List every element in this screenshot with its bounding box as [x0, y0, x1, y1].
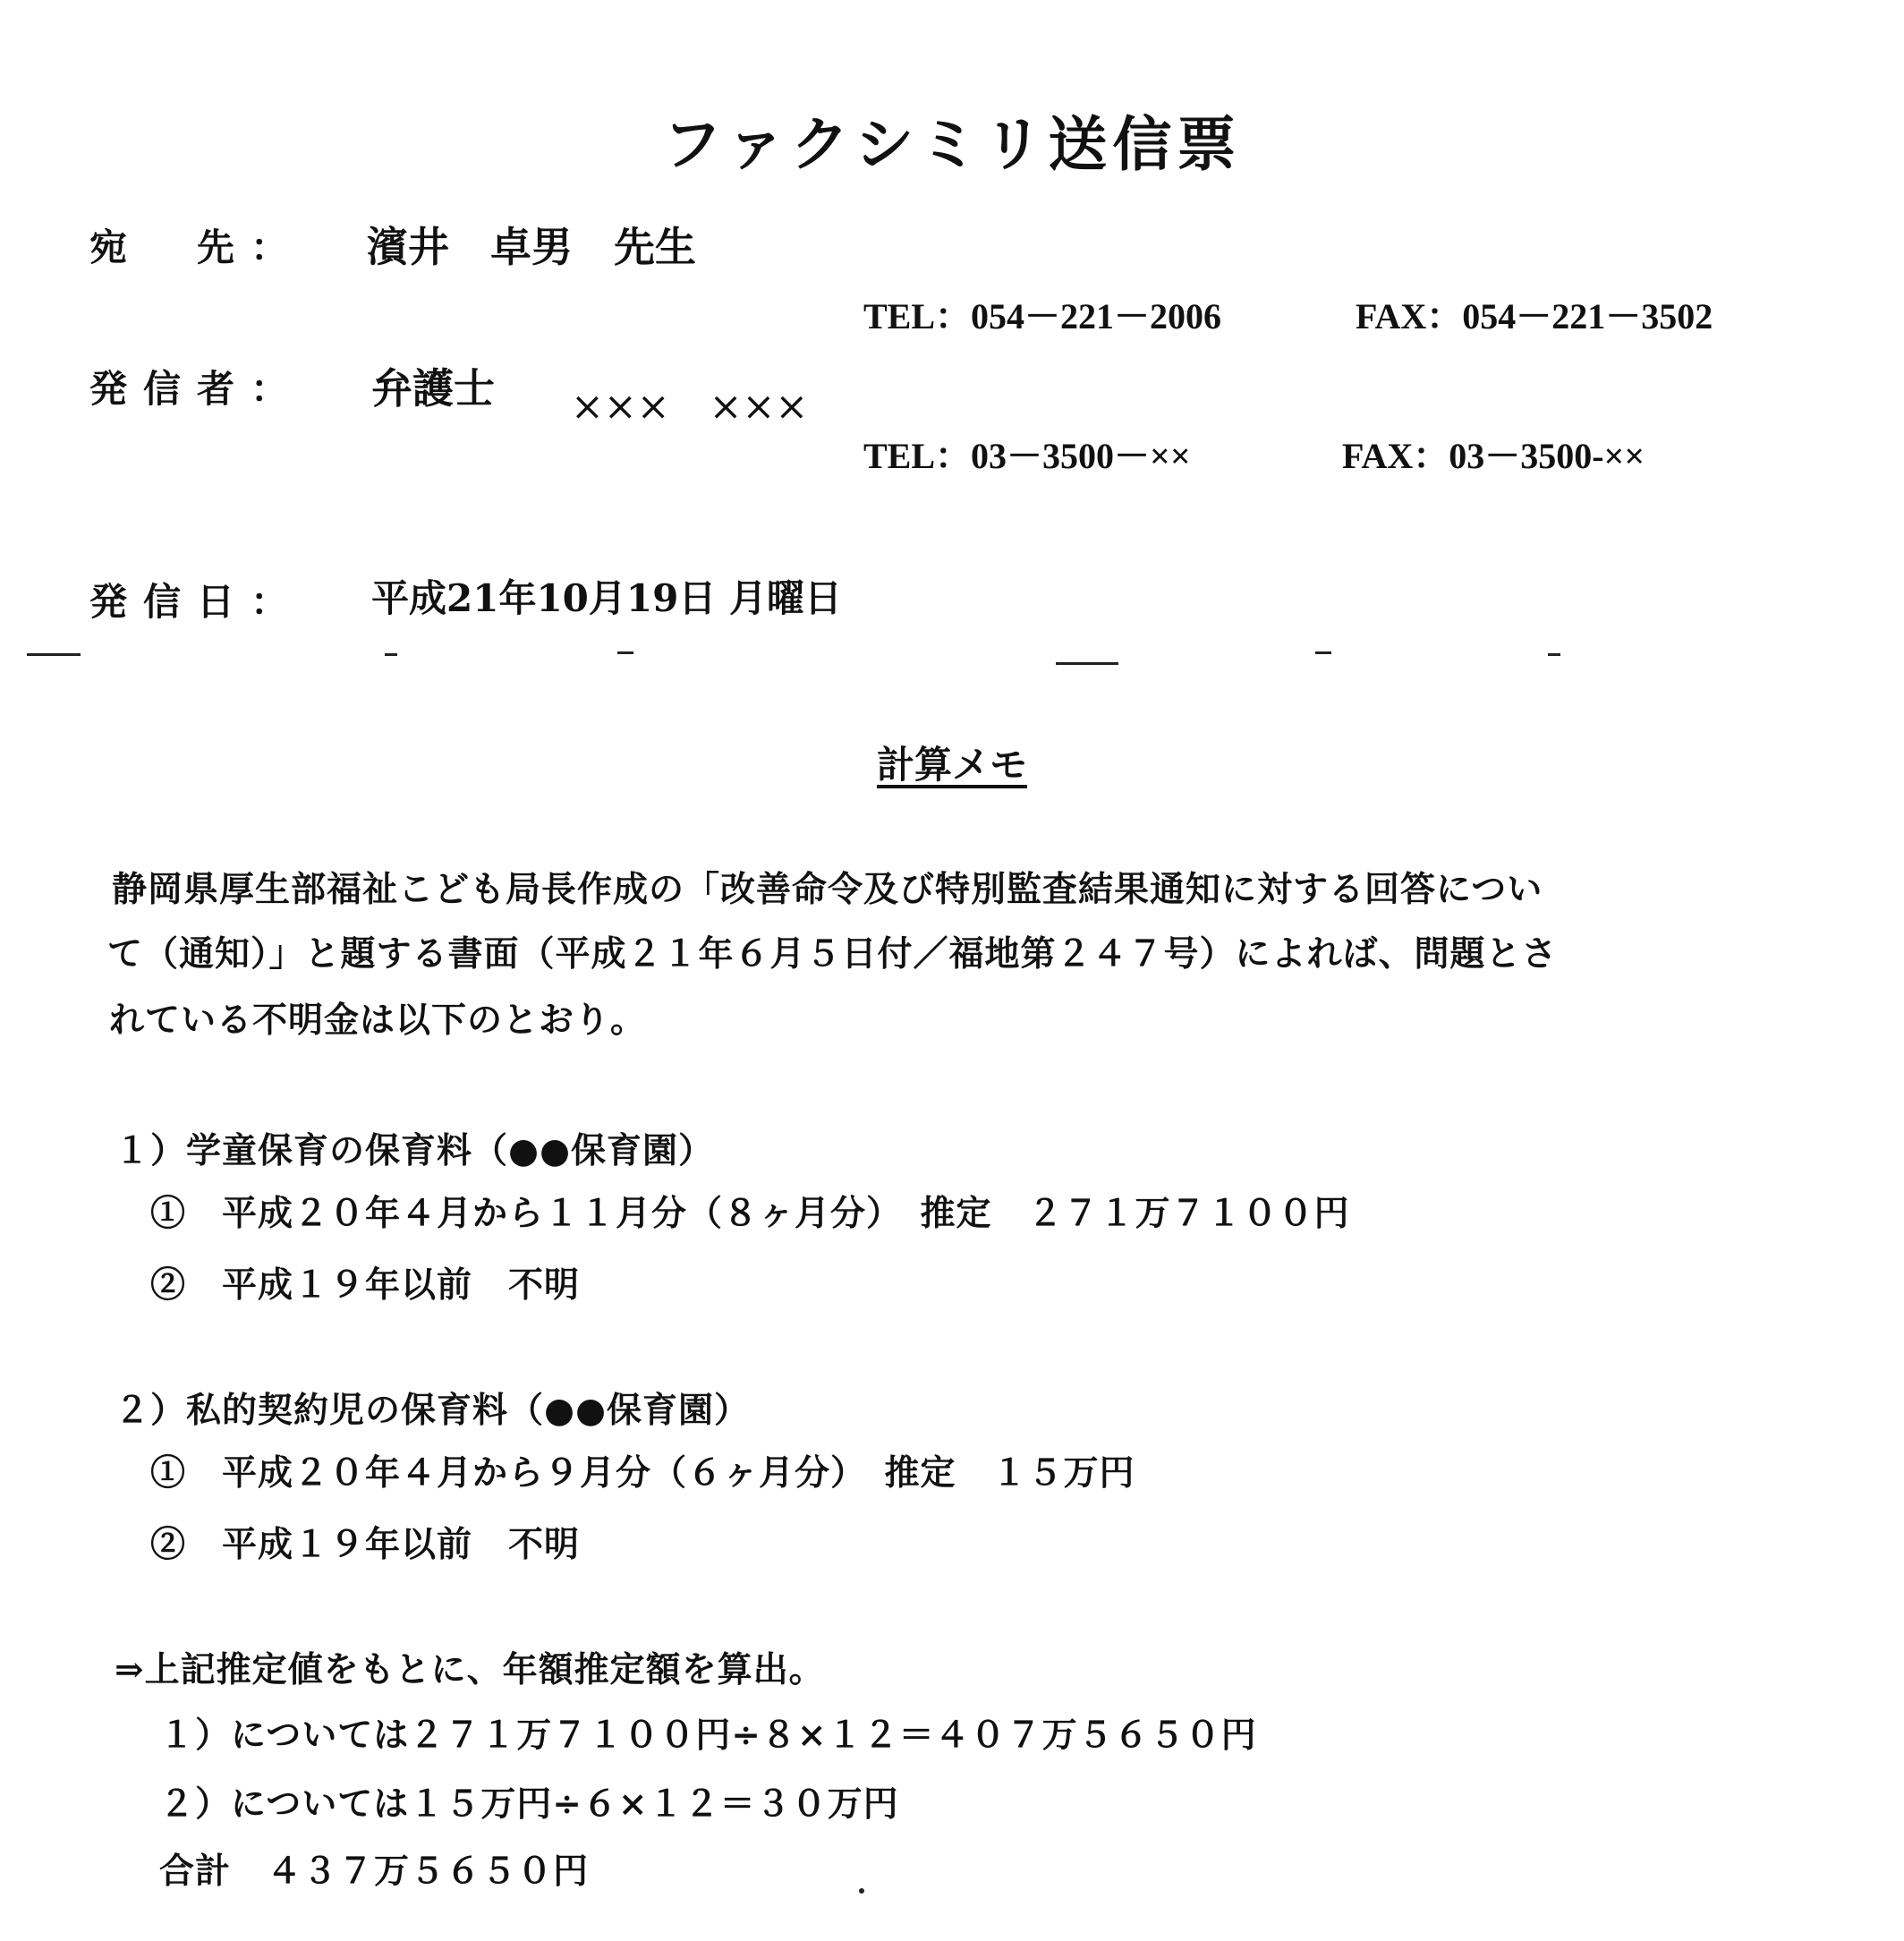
calc-line: ２）については１５万円÷６×１２＝３０万円 — [159, 1784, 899, 1825]
to-tel: TEL：054－221－2006 — [863, 296, 1222, 336]
to-fax: FAX：054－221－3502 — [1356, 296, 1713, 336]
section1-heading: １）学童保育の保育料（●●保育園） — [115, 1130, 715, 1171]
calc-heading: ⇒上記推定値をもとに、年額推定額を算出。 — [115, 1649, 825, 1690]
separator-mark — [617, 651, 633, 654]
calc-line: 合計 ４３７万５６５０円 — [159, 1851, 590, 1892]
intro-line: て（通知）」と題する書面（平成２１年６月５日付／福地第２４７号）によれば、問題とさ — [107, 933, 1558, 975]
memo-title: 計算メモ — [876, 743, 1027, 787]
to-label: 宛 先： — [89, 226, 305, 269]
separator-mark — [1315, 651, 1331, 654]
intro-line: れている不明金は以下のとおり。 — [109, 1000, 647, 1041]
from-value: 弁護士 — [371, 364, 495, 413]
from-name: ××× ××× — [571, 384, 809, 430]
intro-line: 静岡県厚生部福祉こども局長作成の「改善命令及び特別監査結果通知に対する回答につい — [112, 869, 1543, 910]
section2-item: ② 平成１９年以前 不明 — [150, 1524, 581, 1565]
separator-mark — [27, 653, 81, 656]
section1-item: ① 平成２０年４月から１１月分（８ヶ月分） 推定 ２７１万７１００円 — [150, 1193, 1350, 1234]
scan-speck — [859, 1888, 864, 1894]
date-value: 平成21年10月19日 月曜日 — [371, 576, 842, 620]
from-tel: TEL：03－3500－×× — [863, 436, 1191, 476]
to-value: 濱井 卓男 先生 — [367, 223, 696, 271]
separator-mark — [385, 653, 397, 656]
calc-line: １）については２７１万７１００円÷８×１２＝４０７万５６５０円 — [159, 1715, 1257, 1756]
section2-item: ① 平成２０年４月から９月分（６ヶ月分） 推定 １５万円 — [150, 1452, 1135, 1494]
separator-mark — [1548, 653, 1560, 656]
section2-heading: ２）私的契約児の保育料（●●保育園） — [115, 1390, 751, 1431]
from-label: 発信者： — [89, 367, 305, 411]
section1-item: ② 平成１９年以前 不明 — [150, 1264, 581, 1306]
page-title: ファクシミリ送信票 — [662, 110, 1242, 179]
from-fax: FAX：03－3500-×× — [1342, 436, 1645, 476]
separator-mark — [1056, 662, 1118, 665]
date-label: 発信日： — [89, 580, 305, 624]
